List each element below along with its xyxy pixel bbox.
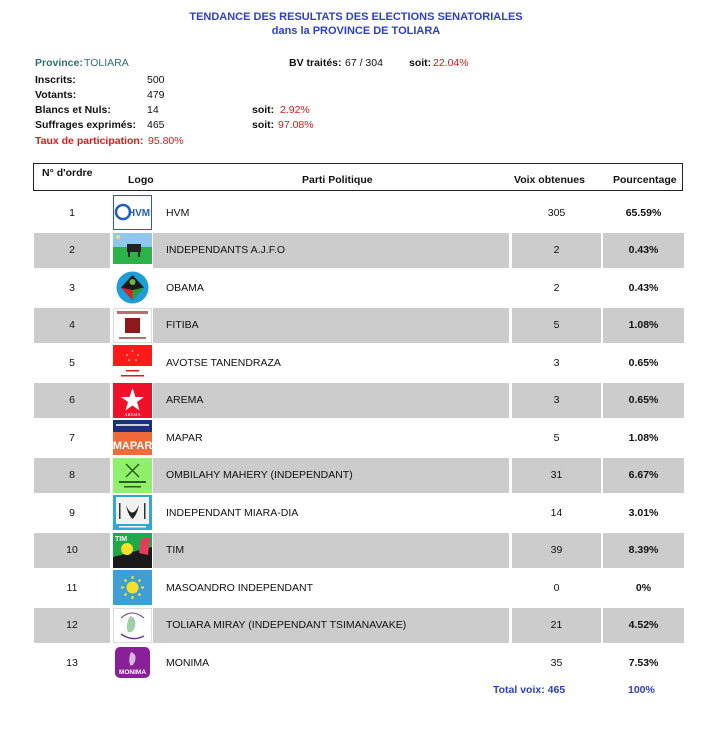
province-label: Province: [35, 57, 83, 69]
bv-label: BV traités: [289, 57, 342, 69]
table-row [33, 532, 685, 570]
party-percentage: 3.01% [628, 506, 659, 519]
party-votes: 35 [550, 656, 563, 669]
party-name: TIM [153, 533, 509, 568]
row-number: 6 [34, 383, 110, 418]
tim-logo [113, 533, 152, 568]
blancs-soit-label: soit: [252, 104, 275, 116]
col-header-pct: Pourcentage [613, 174, 677, 186]
party-votes: 21 [512, 608, 601, 643]
province-value: TOLIARA [84, 57, 129, 69]
col-header-logo: Logo [128, 174, 154, 186]
party-name: AVOTSE TANENDRAZA [166, 356, 281, 369]
suffrages-soit-value: 97.08% [278, 119, 314, 131]
row-number: 8 [34, 458, 110, 493]
blancs-value: 14 [147, 104, 159, 116]
bv-soit-label: soit: [409, 57, 432, 69]
party-name: FITIBA [153, 308, 509, 343]
table-row [33, 494, 685, 532]
party-votes: 31 [512, 458, 601, 493]
party-logo-cell [112, 346, 152, 381]
party-percentage: 0.43% [603, 233, 684, 268]
party-percentage: 1.08% [628, 431, 659, 444]
party-logo-cell [112, 383, 152, 418]
suffrages-soit-label: soit: [252, 119, 275, 131]
table-row [33, 644, 685, 682]
mapar-logo [113, 420, 152, 455]
total-voix: Total voix: 465 [493, 684, 566, 696]
row-number: 3 [69, 281, 75, 294]
table-row [33, 419, 685, 457]
table-row [33, 269, 685, 307]
page-title: TENDANCE DES RESULTATS DES ELECTIONS SENATORIALES [189, 11, 523, 23]
svg-text:TIM: TIM [114, 535, 127, 543]
party-votes: 0 [553, 581, 560, 594]
svg-text:HVM: HVM [127, 208, 150, 220]
obama-logo [113, 270, 152, 305]
party-name: HVM [166, 206, 190, 219]
inscrits-label: Inscrits: [35, 74, 76, 86]
party-logo-cell [112, 233, 152, 268]
votants-value: 479 [147, 89, 165, 101]
masoandro-logo [113, 570, 152, 605]
row-number: 1 [69, 206, 75, 219]
votants-label: Votants: [35, 89, 77, 101]
party-logo-cell [112, 196, 152, 231]
party-name: INDEPENDANT MIARA-DIA [166, 506, 299, 519]
suffrages-value: 465 [147, 119, 165, 131]
party-logo-cell [112, 458, 152, 493]
hvm-logo [113, 195, 152, 230]
table-row [33, 194, 685, 232]
party-percentage: 65.59% [625, 206, 662, 219]
party-logo-cell [112, 571, 152, 606]
party-votes: 3 [512, 383, 601, 418]
toliara-miray-logo [113, 608, 152, 643]
party-percentage: 7.53% [628, 656, 659, 669]
ajfo-logo [113, 233, 152, 268]
row-number: 12 [34, 608, 110, 643]
party-logo-cell [112, 646, 152, 681]
party-percentage: 0.65% [628, 356, 659, 369]
party-logo-cell [112, 308, 152, 343]
party-name: MASOANDRO INDEPENDANT [166, 581, 314, 594]
row-number: 2 [34, 233, 110, 268]
party-name: OMBILAHY MAHERY (INDEPENDANT) [153, 458, 509, 493]
bv-value: 67 / 304 [345, 57, 383, 69]
party-logo-cell [112, 608, 152, 643]
party-name: INDEPENDANTS A.J.F.O [153, 233, 509, 268]
table-row [33, 344, 685, 382]
taux-value: 95.80% [148, 135, 184, 147]
party-votes: 39 [512, 533, 601, 568]
party-votes: 2 [553, 281, 560, 294]
party-logo-cell [112, 271, 152, 306]
arema-logo [113, 383, 152, 418]
inscrits-value: 500 [147, 74, 165, 86]
table-row [33, 457, 685, 495]
party-logo-cell [112, 496, 152, 531]
col-header-no: N° d'ordre [42, 167, 93, 179]
blancs-soit-value: 2.92% [280, 104, 310, 116]
party-percentage: 0% [635, 581, 652, 594]
total-pct: 100% [628, 684, 655, 696]
party-percentage: 0.43% [628, 281, 659, 294]
bv-soit-value: 22.04% [433, 57, 469, 69]
party-votes: 14 [550, 506, 563, 519]
party-name: OBAMA [166, 281, 204, 294]
row-number: 10 [34, 533, 110, 568]
row-number: 4 [34, 308, 110, 343]
party-percentage: 1.08% [603, 308, 684, 343]
party-votes: 305 [547, 206, 566, 219]
svg-text:MAPAR: MAPAR [112, 440, 152, 453]
row-number: 7 [69, 431, 75, 444]
taux-label: Taux de participation: [35, 135, 144, 147]
party-name: TOLIARA MIRAY (INDEPENDANT TSIMANAVAKE) [153, 608, 509, 643]
party-logo-cell [112, 533, 152, 568]
col-header-voix: Voix obtenues [514, 174, 585, 186]
row-number: 11 [66, 581, 78, 594]
ombilahy-logo [113, 458, 152, 493]
party-logo-cell [112, 421, 152, 456]
party-name: MONIMA [166, 656, 210, 669]
svg-text:MONIMA: MONIMA [118, 669, 146, 677]
avotse-logo [113, 345, 152, 380]
fitiba-logo [113, 308, 152, 343]
party-votes: 5 [512, 308, 601, 343]
table-row [33, 382, 685, 420]
party-percentage: 0.65% [603, 383, 684, 418]
party-votes: 5 [553, 431, 560, 444]
row-number: 5 [69, 356, 75, 369]
table-row [33, 232, 685, 270]
party-percentage: 8.39% [603, 533, 684, 568]
table-row [33, 307, 685, 345]
party-name: AREMA [153, 383, 509, 418]
table-row [33, 607, 685, 645]
suffrages-label: Suffrages exprimés: [35, 119, 136, 131]
col-header-party: Parti Politique [302, 174, 373, 186]
table-row [33, 569, 685, 607]
page-subtitle: dans la PROVINCE DE TOLIARA [271, 25, 441, 37]
monima-logo [113, 645, 152, 680]
table-header [33, 163, 683, 191]
miara-dia-logo [113, 495, 152, 530]
row-number: 13 [66, 656, 78, 669]
party-votes: 3 [553, 356, 560, 369]
party-votes: 2 [512, 233, 601, 268]
blancs-label: Blancs et Nuls: [35, 104, 111, 116]
party-name: MAPAR [166, 431, 203, 444]
party-percentage: 6.67% [603, 458, 684, 493]
svg-text:AREMA: AREMA [123, 411, 141, 417]
row-number: 9 [69, 506, 75, 519]
party-percentage: 4.52% [603, 608, 684, 643]
